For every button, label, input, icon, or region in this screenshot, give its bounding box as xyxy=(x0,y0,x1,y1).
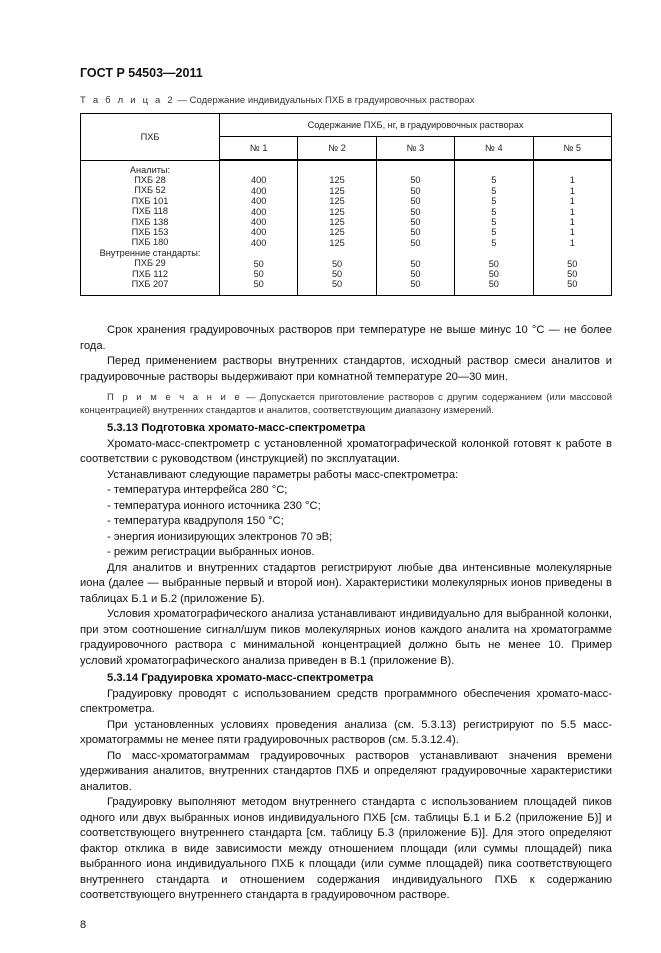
value: 5 xyxy=(491,227,497,238)
spacer xyxy=(220,165,297,175)
solution-values-cell xyxy=(533,160,612,295)
value: 50 xyxy=(410,206,421,217)
spacer xyxy=(377,248,454,258)
paragraph: Срок хранения градуировочных растворов при температуре не выше минус 10 °С — не более года. xyxy=(80,324,612,352)
value: 50 xyxy=(410,185,421,196)
paragraph: При установленных условиях проведения анализа (см. 5.3.13) регистрируют по 5.5 масс-хроматограммы не менее пяти градуировочных растворов (см. 5.3.12.4). xyxy=(80,718,612,746)
value: 1 xyxy=(569,196,575,207)
paragraph: Градуировку проводят с использованием средств программного обеспечения хромато-масс-спектрометра. xyxy=(80,687,612,715)
list-item: - температура интерфейса 280 °С; xyxy=(107,484,288,496)
section-heading-5-3-13: 5.3.13 Подготовка хромато-масс-спектрометра xyxy=(107,422,366,434)
list-item: - режим регистрации выбранных ионов. xyxy=(107,546,315,558)
spacer xyxy=(298,248,375,258)
value: 400 xyxy=(251,217,267,228)
note-label: П р и м е ч а н и е xyxy=(107,392,242,403)
value: 125 xyxy=(329,196,345,207)
pcb-names-cell xyxy=(81,160,220,295)
value: 125 xyxy=(329,237,345,248)
group-label: Внутренние стандарты: xyxy=(99,247,201,258)
paragraph: Условия хроматографического анализа устанавливают индивидуально для выбранной колонки, при этом соотношение сигнал/шум пиков молекулярных ионов каждого аналита на хроматограмме градуировочного раствора с минимальной концентрацией должно быть не менее 10. Пример условий хроматографического анализа приведен в В.1 (приложение В). xyxy=(80,608,612,667)
value: 50 xyxy=(567,258,578,269)
value: 5 xyxy=(491,217,497,228)
pcb-name: ПХБ 112 xyxy=(132,268,168,279)
spacer xyxy=(377,165,454,175)
section-heading-5-3-14: 5.3.14 Градуировка хромато-масс-спектрометра xyxy=(107,672,374,684)
value: 125 xyxy=(329,206,345,217)
group-header: Содержание ПХБ, нг, в градуировочных растворах xyxy=(220,114,612,137)
spacer xyxy=(298,165,375,175)
value: 5 xyxy=(491,237,497,248)
value: 1 xyxy=(569,227,575,238)
spacer xyxy=(534,248,612,258)
value: 125 xyxy=(329,217,345,228)
col-header-solution: № 3 xyxy=(376,137,454,161)
pcb-name: ПХБ 28 xyxy=(134,174,166,185)
col-header-solution: № 5 xyxy=(533,137,612,161)
paragraph: По масс-хроматограммам градуировочных растворов устанавливают значения времени удерживания аналитов, внутренних стандартов ПХБ и определяют градуировочные характеристики аналитов. xyxy=(80,749,612,793)
value: 400 xyxy=(251,175,267,186)
value: 400 xyxy=(251,196,267,207)
value: 125 xyxy=(329,185,345,196)
value: 125 xyxy=(329,175,345,186)
pcb-name: ПХБ 138 xyxy=(131,216,169,227)
value: 50 xyxy=(410,217,421,228)
value: 50 xyxy=(331,279,343,290)
note-text: — Допускается приготовление растворов с другим содержанием (или массовой концентрацией) внутренних стандартов и аналитов, соответствующим диапазону измерений. xyxy=(80,392,613,416)
caption-text: — Содержание индивидуальных ПХБ в градуировочных растворах xyxy=(174,95,475,106)
col-header-solution: № 1 xyxy=(220,137,298,161)
value: 50 xyxy=(410,227,421,238)
value: 400 xyxy=(251,227,267,238)
value: 5 xyxy=(491,206,497,217)
value: 400 xyxy=(251,237,267,248)
note xyxy=(80,391,612,417)
value: 1 xyxy=(569,217,575,228)
group-label: Аналиты: xyxy=(129,164,171,175)
body-text-1 xyxy=(80,323,612,953)
list-item: - температура квадруполя 150 °С; xyxy=(107,515,284,527)
pcb-name: ПХБ 153 xyxy=(131,226,169,237)
value: 50 xyxy=(410,279,421,290)
value: 5 xyxy=(491,185,497,196)
spacer xyxy=(534,165,612,175)
list-item: - температура ионного источника 230 °С; xyxy=(107,499,321,512)
col-header-solution: № 4 xyxy=(455,137,533,161)
calibration-table xyxy=(80,113,612,296)
value: 50 xyxy=(253,269,264,280)
pcb-name: ПХБ 101 xyxy=(131,195,169,206)
pcb-name: ПХБ 52 xyxy=(134,185,166,196)
paragraph: Градуировку выполняют методом внутреннего стандарта с использованием площадей пиков одного или двух выбранных ионов индивидуального ПХБ [см. таблицы Б.1 и Б.2 (приложение Б)] и соответствующего внутреннего стандарта [см. таблицу Б.3 (приложение Б)]. Для этого определяют фактор отклика в виде зависимости между отношением площади (или суммы площадей) пика выбранного иона индивидуального ПХБ к площади (или сумме площадей) пика соответствующего внутреннего стандарта и отношением содержания индивидуального ПХБ к содержанию соответствующего внутреннего стандарта в градуировочном растворе. xyxy=(80,796,612,901)
value: 400 xyxy=(251,185,267,196)
col-header-pcb: ПХБ xyxy=(81,114,220,161)
value: 50 xyxy=(410,196,421,207)
col-header-solution: № 2 xyxy=(298,137,376,161)
caption-label: Т а б л и ц а 2 xyxy=(80,95,175,106)
value: 1 xyxy=(569,237,575,248)
value: 400 xyxy=(251,206,267,217)
spacer xyxy=(220,248,297,258)
value: 1 xyxy=(569,185,575,196)
pcb-name: ПХБ 180 xyxy=(131,237,169,248)
document-id: ГОСТ Р 54503—2011 xyxy=(80,66,203,80)
pcb-name: ПХБ 118 xyxy=(132,206,168,217)
value: 50 xyxy=(488,269,499,280)
solution-values-cell xyxy=(298,160,376,295)
value: 1 xyxy=(569,175,575,186)
page-number: 8 xyxy=(80,918,87,931)
solution-values-cell xyxy=(220,160,298,295)
solution-values-cell xyxy=(455,160,533,295)
value: 50 xyxy=(331,258,343,269)
value: 50 xyxy=(488,258,499,269)
paragraph: Хромато-масс-спектрометр с установленной хроматографической колонкой готовят к работе в соответствии с руководством (инструкцией) по эксплуатации. xyxy=(80,437,612,465)
value: 50 xyxy=(567,269,578,280)
value: 50 xyxy=(410,258,421,269)
value: 50 xyxy=(567,279,578,290)
pcb-name: ПХБ 29 xyxy=(134,258,166,269)
paragraph: Для аналитов и внутренних стадартов регистрируют любые два интенсивные молекулярные иона (далее — выбранные первый и второй ион). Характеристики молекулярных ионов приведены в таблицах Б.1 и Б.2 (приложение Б). xyxy=(80,561,612,605)
solution-values-cell xyxy=(376,160,454,295)
value: 50 xyxy=(410,175,421,186)
value: 50 xyxy=(410,237,421,248)
value: 50 xyxy=(488,279,499,290)
list-item: - энергия ионизирующих электронов 70 эВ; xyxy=(107,530,333,543)
table-caption xyxy=(80,95,475,106)
spacer xyxy=(455,165,532,175)
spacer xyxy=(455,248,532,258)
paragraph: Устанавливают следующие параметры работы масс-спектрометра: xyxy=(107,468,459,481)
value: 5 xyxy=(491,175,497,186)
value: 50 xyxy=(253,279,264,290)
parameter-list xyxy=(80,483,612,561)
value: 50 xyxy=(331,269,343,280)
paragraph: Перед применением растворы внутренних стандартов, исходный раствор смеси аналитов и градуировочные растворы выдерживают при комнатной температуре 20—30 мин. xyxy=(80,355,612,383)
pcb-name: ПХБ 207 xyxy=(131,278,169,289)
value: 50 xyxy=(253,258,264,269)
value: 125 xyxy=(329,227,345,238)
value: 5 xyxy=(491,196,497,207)
value: 1 xyxy=(569,206,575,217)
value: 50 xyxy=(410,269,421,280)
